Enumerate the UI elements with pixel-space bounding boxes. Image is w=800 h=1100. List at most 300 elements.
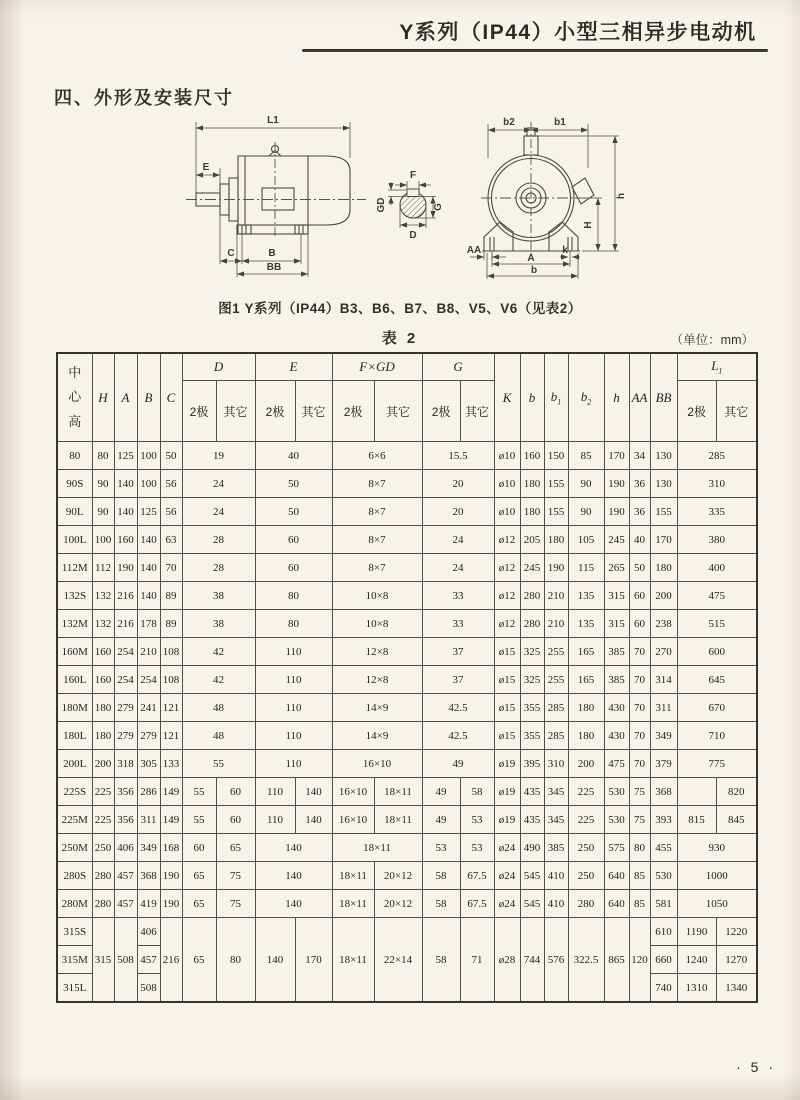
data-cell: 53	[422, 834, 460, 862]
data-cell: 155	[544, 470, 568, 498]
table-row	[57, 750, 757, 778]
table-row	[57, 470, 757, 498]
table-row	[57, 610, 757, 638]
data-cell: 165	[568, 666, 604, 694]
data-cell: 67.5	[460, 862, 494, 890]
data-cell: 286	[137, 778, 160, 806]
data-cell: 815	[677, 806, 716, 834]
data-cell: 42.5	[422, 722, 494, 750]
data-cell: 100	[137, 442, 160, 470]
data-cell: 200L	[57, 750, 92, 778]
data-cell: 90	[568, 498, 604, 526]
data-cell: 55	[182, 778, 216, 806]
data-cell: 575	[604, 834, 629, 862]
header-cell: G	[422, 353, 494, 381]
dim-label-f: F	[409, 170, 417, 181]
data-cell: 71	[460, 918, 494, 1003]
data-cell: 121	[160, 722, 182, 750]
data-cell: 53	[460, 834, 494, 862]
data-cell: 105	[568, 526, 604, 554]
data-cell: 225S	[57, 778, 92, 806]
data-cell: 24	[422, 526, 494, 554]
data-cell: 225M	[57, 806, 92, 834]
data-cell: 1050	[677, 890, 757, 918]
data-cell: 53	[460, 806, 494, 834]
data-cell: ø10	[494, 498, 520, 526]
data-cell: 150	[544, 442, 568, 470]
data-cell: 710	[677, 722, 757, 750]
data-cell: 406	[114, 834, 137, 862]
data-cell: 250	[568, 834, 604, 862]
data-cell: 85	[629, 890, 650, 918]
header-cell: C	[160, 353, 182, 442]
data-cell: 14×9	[332, 694, 422, 722]
data-cell: 245	[604, 526, 629, 554]
data-cell: 8×7	[332, 498, 422, 526]
table-row	[57, 806, 757, 834]
data-cell: 40	[629, 526, 650, 554]
data-cell: 515	[677, 610, 757, 638]
data-cell: 345	[544, 806, 568, 834]
data-cell: 280	[92, 890, 114, 918]
dim-label-g: G	[433, 203, 444, 211]
data-cell: 22×14	[374, 918, 422, 1003]
data-cell: 775	[677, 750, 757, 778]
data-cell: 135	[568, 582, 604, 610]
data-cell: 279	[114, 694, 137, 722]
data-cell: 110	[255, 666, 332, 694]
data-cell: 42	[182, 666, 255, 694]
data-cell: 18×11	[332, 862, 374, 890]
data-cell: 660	[650, 946, 677, 974]
data-cell: 435	[520, 778, 544, 806]
data-cell: 190	[160, 862, 182, 890]
data-cell: 335	[677, 498, 757, 526]
data-cell: 18×11	[332, 918, 374, 1003]
data-cell: 225	[92, 778, 114, 806]
data-cell: 14×9	[332, 722, 422, 750]
data-cell: 406	[137, 918, 160, 946]
data-cell: 20×12	[374, 862, 422, 890]
data-cell: ø19	[494, 778, 520, 806]
header-cell: h	[604, 353, 629, 442]
data-cell: 12×8	[332, 638, 422, 666]
data-cell: 112	[92, 554, 114, 582]
data-cell: 225	[568, 778, 604, 806]
data-cell: ø15	[494, 722, 520, 750]
header-cell: 2极	[677, 381, 716, 442]
data-cell: 255	[544, 666, 568, 694]
data-cell: 6×6	[332, 442, 422, 470]
data-cell: 16×10	[332, 778, 374, 806]
data-cell: 155	[544, 498, 568, 526]
data-cell: 125	[114, 442, 137, 470]
header-cell: BB	[650, 353, 677, 442]
data-cell: 50	[255, 498, 332, 526]
data-cell: 115	[568, 554, 604, 582]
data-cell: 410	[544, 890, 568, 918]
data-cell: 132S	[57, 582, 92, 610]
data-cell: 457	[114, 862, 137, 890]
data-cell: 180	[92, 694, 114, 722]
data-cell: 60	[216, 778, 255, 806]
dim-label-b1: b1	[554, 117, 566, 128]
data-cell: 110	[255, 778, 295, 806]
data-cell: 1340	[716, 974, 757, 1003]
data-cell: 140	[114, 498, 137, 526]
data-cell: 108	[160, 638, 182, 666]
data-cell: 475	[677, 582, 757, 610]
data-cell: 60	[216, 806, 255, 834]
data-cell: ø12	[494, 582, 520, 610]
data-cell: 58	[422, 890, 460, 918]
data-cell: 48	[182, 722, 255, 750]
data-cell: ø15	[494, 638, 520, 666]
data-cell: 190	[160, 890, 182, 918]
data-cell: 28	[182, 554, 255, 582]
data-cell: 200	[92, 750, 114, 778]
data-cell: 80	[255, 582, 332, 610]
data-cell: 80	[57, 442, 92, 470]
data-cell: 349	[650, 722, 677, 750]
data-cell: 20×12	[374, 890, 422, 918]
dim-label-bb: BB	[266, 262, 282, 273]
data-cell: 610	[650, 918, 677, 946]
data-cell: ø12	[494, 610, 520, 638]
table-row	[57, 918, 757, 946]
table-row	[57, 862, 757, 890]
header-cell: 其它	[374, 381, 422, 442]
data-cell: 435	[520, 806, 544, 834]
data-cell: 65	[216, 834, 255, 862]
data-cell: 1220	[716, 918, 757, 946]
data-cell: 55	[182, 750, 255, 778]
data-cell: 545	[520, 890, 544, 918]
dim-label-e: E	[202, 162, 210, 173]
data-cell: 315	[604, 610, 629, 638]
data-cell: ø10	[494, 442, 520, 470]
header-cell: 2极	[182, 381, 216, 442]
data-cell: 475	[604, 750, 629, 778]
data-cell: 130	[650, 442, 677, 470]
dim-label-k: k	[562, 245, 568, 256]
data-cell: 18×11	[332, 890, 374, 918]
data-cell: 56	[160, 470, 182, 498]
data-cell: 80	[216, 918, 255, 1003]
data-cell: ø28	[494, 918, 520, 1003]
data-cell: ø24	[494, 834, 520, 862]
data-cell: 170	[295, 918, 332, 1003]
data-cell: 70	[629, 694, 650, 722]
data-cell: 530	[604, 778, 629, 806]
data-cell: 160	[92, 666, 114, 694]
data-cell: 60	[255, 526, 332, 554]
data-cell: 15.5	[422, 442, 494, 470]
data-cell: 325	[520, 666, 544, 694]
data-cell: 315M	[57, 946, 92, 974]
data-cell: 180	[568, 694, 604, 722]
data-cell: 216	[160, 918, 182, 1003]
data-cell: 36	[629, 470, 650, 498]
data-cell: 310	[677, 470, 757, 498]
data-cell: ø12	[494, 526, 520, 554]
data-cell: 368	[650, 778, 677, 806]
header-cell: $b_1$	[544, 353, 568, 442]
data-cell: 110	[255, 806, 295, 834]
data-cell: 545	[520, 862, 544, 890]
data-cell: 70	[160, 554, 182, 582]
data-cell: 1190	[677, 918, 716, 946]
data-cell: 48	[182, 694, 255, 722]
data-cell: ø24	[494, 890, 520, 918]
data-cell: 393	[650, 806, 677, 834]
data-cell: 430	[604, 694, 629, 722]
data-cell: 254	[137, 666, 160, 694]
data-cell: 285	[544, 722, 568, 750]
data-cell: 190	[114, 554, 137, 582]
data-cell: 238	[650, 610, 677, 638]
data-cell: 16×10	[332, 806, 374, 834]
data-cell: 70	[629, 750, 650, 778]
data-cell: 60	[629, 610, 650, 638]
data-cell: 170	[604, 442, 629, 470]
table-row	[57, 554, 757, 582]
data-cell: 65	[182, 890, 216, 918]
data-cell: 311	[650, 694, 677, 722]
shaft-section-view	[376, 170, 444, 241]
data-cell: 80	[629, 834, 650, 862]
data-cell: 16×10	[332, 750, 422, 778]
data-cell: 12×8	[332, 666, 422, 694]
table-row	[57, 890, 757, 918]
data-cell: 75	[216, 862, 255, 890]
table-row	[57, 666, 757, 694]
data-cell: 250M	[57, 834, 92, 862]
header-cell: 其它	[716, 381, 757, 442]
data-cell: 37	[422, 666, 494, 694]
data-cell: 140	[255, 834, 332, 862]
data-cell: 190	[544, 554, 568, 582]
data-cell: 180	[650, 554, 677, 582]
table-row	[57, 582, 757, 610]
data-cell: 315S	[57, 918, 92, 946]
data-cell: 190	[604, 498, 629, 526]
data-cell: 216	[114, 610, 137, 638]
header-cell: B	[137, 353, 160, 442]
data-cell: 70	[629, 666, 650, 694]
data-cell: 820	[716, 778, 757, 806]
data-cell: 58	[422, 918, 460, 1003]
data-cell: 90L	[57, 498, 92, 526]
data-cell: 180	[568, 722, 604, 750]
data-cell: 280	[568, 890, 604, 918]
data-cell: 110	[255, 722, 332, 750]
dim-label-h-small: h	[616, 192, 627, 200]
data-cell: 455	[650, 834, 677, 862]
data-cell: 80	[92, 442, 114, 470]
data-cell: 160M	[57, 638, 92, 666]
dimension-table	[56, 352, 758, 1003]
data-cell: 280	[520, 610, 544, 638]
data-cell: 168	[160, 834, 182, 862]
data-cell: 1270	[716, 946, 757, 974]
data-cell: 285	[677, 442, 757, 470]
data-cell: 865	[604, 918, 629, 1003]
front-view-dimensions	[470, 124, 619, 279]
dim-label-b2: b2	[503, 117, 515, 128]
data-cell: 33	[422, 582, 494, 610]
data-cell: 216	[114, 582, 137, 610]
data-cell: 58	[460, 778, 494, 806]
data-cell: 322.5	[568, 918, 604, 1003]
header-cell: K	[494, 353, 520, 442]
data-cell: 8×7	[332, 470, 422, 498]
header-cell: 2极	[422, 381, 460, 442]
dimension-table-body	[57, 442, 757, 1003]
data-cell: 20	[422, 498, 494, 526]
data-cell: 49	[422, 806, 460, 834]
data-cell: 200	[650, 582, 677, 610]
data-cell: 100	[92, 526, 114, 554]
table-row	[57, 834, 757, 862]
data-cell: 530	[650, 862, 677, 890]
section-heading: 四、外形及安装尺寸	[54, 88, 234, 108]
data-cell: 140	[137, 554, 160, 582]
data-cell: 930	[677, 834, 757, 862]
data-cell: 576	[544, 918, 568, 1003]
data-cell: 400	[677, 554, 757, 582]
data-cell: 744	[520, 918, 544, 1003]
data-cell: ø19	[494, 750, 520, 778]
page-title: Y系列（IP44）小型三相异步电动机	[399, 21, 757, 44]
unit-note: （单位：mm）	[670, 333, 754, 347]
data-cell: 180	[92, 722, 114, 750]
data-cell: 325	[520, 638, 544, 666]
data-cell: 254	[114, 638, 137, 666]
data-cell: 356	[114, 806, 137, 834]
data-cell: 279	[137, 722, 160, 750]
data-cell: 210	[544, 610, 568, 638]
data-cell: 112M	[57, 554, 92, 582]
data-cell: 132	[92, 610, 114, 638]
data-cell: 180M	[57, 694, 92, 722]
header-cell: 其它	[295, 381, 332, 442]
data-cell: 75	[216, 890, 255, 918]
motor-dimension-drawing	[138, 106, 668, 292]
data-cell: 210	[137, 638, 160, 666]
table-row	[57, 694, 757, 722]
data-cell: 50	[629, 554, 650, 582]
header-cell: E	[255, 353, 332, 381]
data-cell: 75	[629, 778, 650, 806]
data-cell: 385	[604, 638, 629, 666]
header-cell: 其它	[216, 381, 255, 442]
data-cell: 254	[114, 666, 137, 694]
header-cell: 其它	[460, 381, 494, 442]
data-cell: 200	[568, 750, 604, 778]
header-cell: AA	[629, 353, 650, 442]
data-cell: 457	[114, 890, 137, 918]
table-row	[57, 638, 757, 666]
data-cell: 280M	[57, 890, 92, 918]
data-cell: 90	[92, 498, 114, 526]
data-cell: 180	[520, 498, 544, 526]
data-cell: 280	[520, 582, 544, 610]
data-cell: 149	[160, 806, 182, 834]
data-cell: 508	[114, 918, 137, 1003]
data-cell: 90	[92, 470, 114, 498]
side-view	[196, 146, 350, 235]
data-cell: 170	[650, 526, 677, 554]
data-cell: 640	[604, 862, 629, 890]
header-cell: F×GD	[332, 353, 422, 381]
data-cell: 34	[629, 442, 650, 470]
header-cell: b	[520, 353, 544, 442]
data-cell: 140	[255, 890, 332, 918]
data-cell: 100	[137, 470, 160, 498]
data-cell: 8×7	[332, 554, 422, 582]
data-cell: 368	[137, 862, 160, 890]
data-cell: 10×8	[332, 582, 422, 610]
data-cell: 24	[182, 498, 255, 526]
data-cell: 640	[604, 890, 629, 918]
data-cell: 225	[568, 806, 604, 834]
data-cell: 255	[544, 638, 568, 666]
data-cell: ø19	[494, 806, 520, 834]
data-cell: 75	[629, 806, 650, 834]
data-cell: 70	[629, 638, 650, 666]
data-cell: 160	[520, 442, 544, 470]
data-cell: 245	[520, 554, 544, 582]
data-cell: 140	[255, 918, 295, 1003]
data-cell: 135	[568, 610, 604, 638]
data-cell: 379	[650, 750, 677, 778]
data-cell: 845	[716, 806, 757, 834]
data-cell: 49	[422, 750, 494, 778]
data-cell: 36	[629, 498, 650, 526]
data-cell: ø10	[494, 470, 520, 498]
table-row	[57, 778, 757, 806]
table-row	[57, 442, 757, 470]
data-cell: 180	[544, 526, 568, 554]
data-cell: 50	[255, 470, 332, 498]
dimension-table-head	[57, 353, 757, 442]
dim-label-a: A	[527, 253, 535, 264]
data-cell: 133	[160, 750, 182, 778]
data-cell: 24	[182, 470, 255, 498]
data-cell: 305	[137, 750, 160, 778]
data-cell: 190	[604, 470, 629, 498]
data-cell: 89	[160, 610, 182, 638]
data-cell: 140	[295, 778, 332, 806]
data-cell: 18×11	[374, 806, 422, 834]
data-cell: 178	[137, 610, 160, 638]
data-cell: 132M	[57, 610, 92, 638]
data-cell: 8×7	[332, 526, 422, 554]
title-divider	[302, 49, 768, 52]
data-cell: 40	[255, 442, 332, 470]
data-cell: 110	[255, 750, 332, 778]
data-cell: 419	[137, 890, 160, 918]
data-cell: 1240	[677, 946, 716, 974]
data-cell: ø24	[494, 862, 520, 890]
header-cell: $L_1$	[677, 353, 757, 381]
data-cell: 140	[295, 806, 332, 834]
data-cell: 349	[137, 834, 160, 862]
data-cell: 108	[160, 666, 182, 694]
data-cell: 314	[650, 666, 677, 694]
data-cell: 38	[182, 582, 255, 610]
